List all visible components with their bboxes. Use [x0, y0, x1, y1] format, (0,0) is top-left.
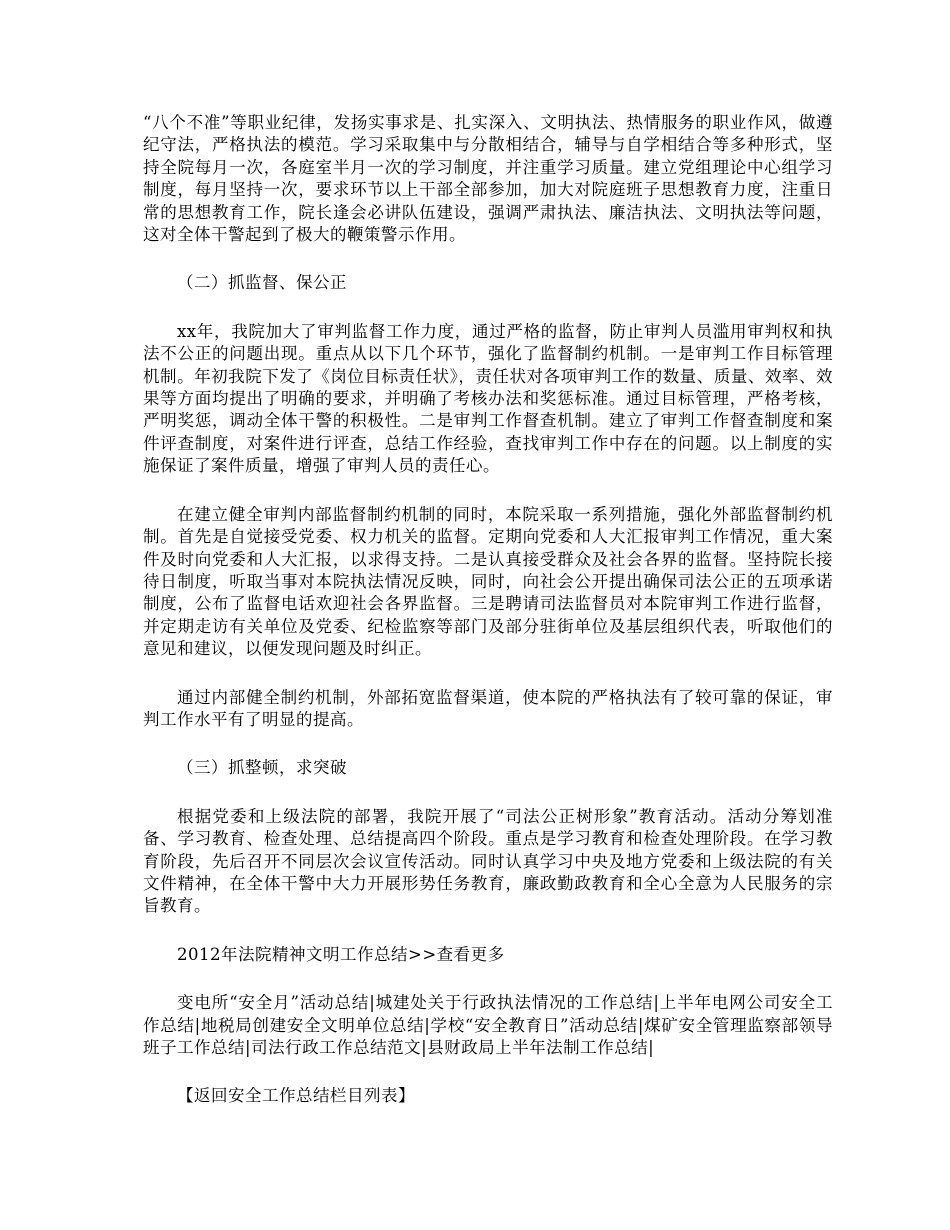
paragraph-rectification: 根据党委和上级法院的部署，我院开展了“司法公正树形象”教育活动。活动分筹划准备、学习教育、检查处理、总结提高四个阶段。重点是学习教育和检查处理阶段。在学习教育阶段，先后召开不同层次会议宣传活动。同时认真学习中央及地方党委和上级法院的有关文件精神，在全体干警中大力开展形势任务教育，廉政勤政教育和全心全意为人民服务的宗旨教育。: [143, 806, 833, 916]
related-link[interactable]: 县财政局上半年法制工作总结: [427, 1038, 649, 1057]
article-body: [143, 112, 833, 1108]
related-links: [143, 992, 833, 1059]
paragraph-intro: “八个不准”等职业纪律，发扬实事求是、扎实深入、文明执法、热情服务的职业作风，做遵纪守法，严格执法的模范。学习采取集中与分散相结合，辅导与自学相结合等多种形式，坚持全院每月一次，各庭室半月一次的学习制度，并注重学习质量。建立党组理论中心组学习制度，每月坚持一次，要求环节以上干部全部参加，加大对院庭班子思想教育力度，注重日常的思想教育工作，院长逢会必讲队伍建设，强调严肃执法、廉洁执法、文明执法等问题，这对全体干警起到了极大的鞭策警示作用。: [143, 113, 833, 245]
related-link[interactable]: 变电所“安全月”活动总结: [177, 993, 370, 1013]
back-to-list-anchor[interactable]: 【返回安全工作总结栏目列表】: [177, 1086, 415, 1106]
link-separator: |: [653, 993, 660, 1013]
paragraph-supervision-result: 通过内部健全制约机制，外部拓宽监督渠道，使本院的严格执法有了较可靠的保证，审判工作水平有了明显的提高。: [143, 687, 833, 729]
related-link[interactable]: 地税局创建安全文明单位总结: [200, 1015, 425, 1035]
link-separator: |: [245, 1038, 252, 1057]
link-separator: |: [637, 1015, 644, 1035]
link-separator: |: [421, 1038, 428, 1057]
related-link[interactable]: 上半年电网公司安全工作总结: [143, 993, 834, 1035]
related-link[interactable]: 学校“安全教育日”活动总结: [430, 1015, 638, 1035]
section-heading-supervision: （二）抓监督、保公正: [177, 273, 347, 293]
section-heading-rectification: （三）抓整顿，求突破: [177, 758, 347, 778]
link-separator: |: [424, 1015, 431, 1035]
link-separator: |: [369, 993, 376, 1013]
link-separator: |: [648, 1038, 655, 1057]
view-more-anchor[interactable]: 2012年法院精神文明工作总结>>查看更多: [177, 944, 505, 964]
view-more-link[interactable]: [143, 944, 833, 966]
related-link[interactable]: 司法行政工作总结范文: [251, 1038, 422, 1057]
back-to-list-link[interactable]: [143, 1085, 833, 1107]
related-link[interactable]: 煤矿安全管理监察部领导班子工作总结: [143, 1015, 834, 1057]
related-link[interactable]: 城建处关于行政执法情况的工作总结: [375, 993, 654, 1013]
paragraph-supervision-internal: xx年，我院加大了审判监督工作力度，通过严格的监督，防止审判人员滥用审判权和执法不公正的问题出现。重点从以下几个环节，强化了监督制约机制。一是审判工作目标管理机制。年初我院下发了《岗位目标责任状》，责任状对各项审判工作的数量、质量、效率、效果等方面均提出了明确的要求，并明确了考核办法和奖惩标准。通过目标管理，严格考核，严明奖惩，调动全体干警的积极性。二是审判工作督查机制。建立了审判工作督查制度和案件评查制度，对案件进行评查，总结工作经验，查找审判工作中存在的问题。以上制度的实施保证了案件质量，增强了审判人员的责任心。: [143, 321, 833, 476]
link-separator: |: [194, 1015, 201, 1035]
paragraph-supervision-external: 在建立健全审判内部监督制约机制的同时，本院采取一系列措施，强化外部监督制约机制。首先是自觉接受党委、权力机关的监督。定期向党委和人大汇报审判工作情况，重大案件及时向党委和人大汇报，以求得支持。二是认真接受群众及社会各界的监督。坚持院长接待日制度，听取当事对本院执法情况反映，同时，向社会公开提出确保司法公正的五项承诺制度，公布了监督电话欢迎社会各界监督。三是聘请司法监督员对本院审判工作进行监督，并定期走访有关单位及党委、纪检监察等部门及部分驻街单位及基层组织代表，听取他们的意见和建议，以便发现问题及时纠正。: [143, 504, 833, 659]
